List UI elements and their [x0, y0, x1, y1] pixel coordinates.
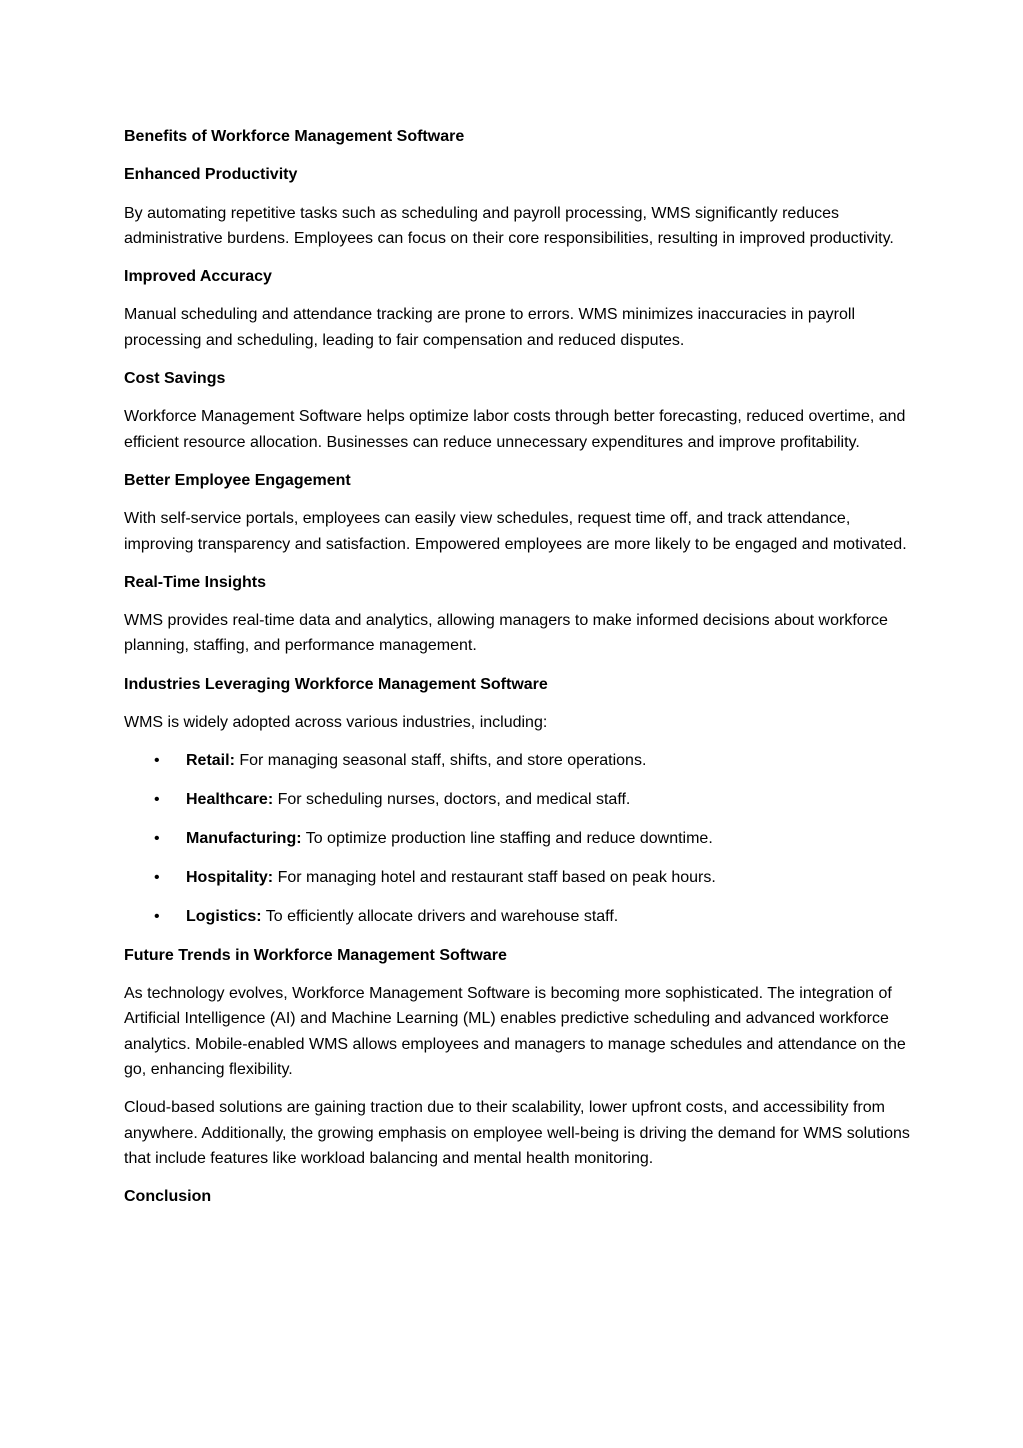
section-heading: Cost Savings [124, 370, 226, 388]
list-item-term: Logistics: [186, 907, 262, 925]
list-item [124, 748, 914, 773]
document-title: Benefits of Workforce Management Software [124, 128, 465, 145]
section-heading: Industries Leveraging Workforce Management Software [124, 675, 548, 693]
section-enhanced-productivity [124, 162, 914, 251]
list-item-text: To efficiently allocate drivers and warehouse staff. [261, 907, 619, 925]
section-future-trends [124, 943, 914, 1171]
list-item-text: For managing hotel and restaurant staff based on peak hours. [273, 869, 716, 887]
bullet-icon: • [154, 752, 160, 770]
list-item-term: Retail: [186, 752, 235, 770]
list-item-term: Manufacturing: [186, 830, 302, 848]
bullet-icon: • [154, 791, 160, 809]
section-cost-savings [124, 366, 914, 455]
list-item [124, 826, 914, 851]
section-industries [124, 672, 914, 929]
bullet-icon: • [154, 830, 160, 848]
bullet-icon: • [154, 869, 160, 887]
section-paragraph: Cloud-based solutions are gaining traction due to their scalability, lower upfront costs, and accessibility from anywhere. Additionally, the growing emphasis on employee well-being is driving the demand for WMS solutions that include features like workload balancing and mental health monitoring. [124, 1099, 910, 1167]
section-heading: Enhanced Productivity [124, 166, 298, 184]
section-paragraph: By automating repetitive tasks such as scheduling and payroll processing, WMS significantly reduces administrative burdens. Employees can focus on their core responsibilities, resulting in improved productivity. [124, 204, 894, 247]
section-heading: Future Trends in Workforce Management Software [124, 946, 507, 964]
section-heading: Better Employee Engagement [124, 471, 351, 489]
section-real-time-insights [124, 570, 914, 659]
list-item [124, 904, 914, 929]
section-heading: Improved Accuracy [124, 268, 272, 286]
section-improved-accuracy [124, 264, 914, 353]
list-item [124, 865, 914, 890]
industries-intro: WMS is widely adopted across various industries, including: [124, 714, 548, 732]
bullet-icon: • [154, 907, 160, 925]
section-paragraph: Workforce Management Software helps optimize labor costs through better forecasting, reduced overtime, and efficient resource allocation. Businesses can reduce unnecessary expenditures and improve profitability. [124, 408, 906, 451]
section-paragraph: Manual scheduling and attendance tracking are prone to errors. WMS minimizes inaccuracies in payroll processing and scheduling, leading to fair compensation and reduced disputes. [124, 306, 856, 349]
industries-list [124, 748, 914, 929]
section-paragraph: WMS provides real-time data and analytics, allowing managers to make informed decisions about workforce planning, staffing, and performance management. [124, 612, 888, 655]
list-item-text: For managing seasonal staff, shifts, and store operations. [234, 752, 647, 770]
list-item-term: Hospitality: [186, 869, 274, 887]
section-employee-engagement [124, 468, 914, 557]
list-item [124, 787, 914, 812]
section-heading: Conclusion [124, 1188, 212, 1206]
list-item-text: For scheduling nurses, doctors, and medical staff. [273, 791, 631, 809]
section-conclusion [124, 1184, 914, 1209]
section-heading: Real-Time Insights [124, 573, 266, 591]
section-paragraph: As technology evolves, Workforce Management Software is becoming more sophisticated. The integration of Artificial Intelligence (AI) and Machine Learning (ML) enables predictive scheduling and advanced workforce analytics. Mobile-enabled WMS allows employees and managers to manage schedules and attendance on the go, enhancing flexibility. [124, 985, 906, 1078]
section-paragraph: With self-service portals, employees can easily view schedules, request time off, and track attendance, improving transparency and satisfaction. Empowered employees are more likely to be engaged and motivated. [124, 510, 907, 553]
list-item-text: To optimize production line staffing and reduce downtime. [301, 830, 713, 848]
list-item-term: Healthcare: [186, 791, 274, 809]
document-page [124, 124, 914, 1222]
